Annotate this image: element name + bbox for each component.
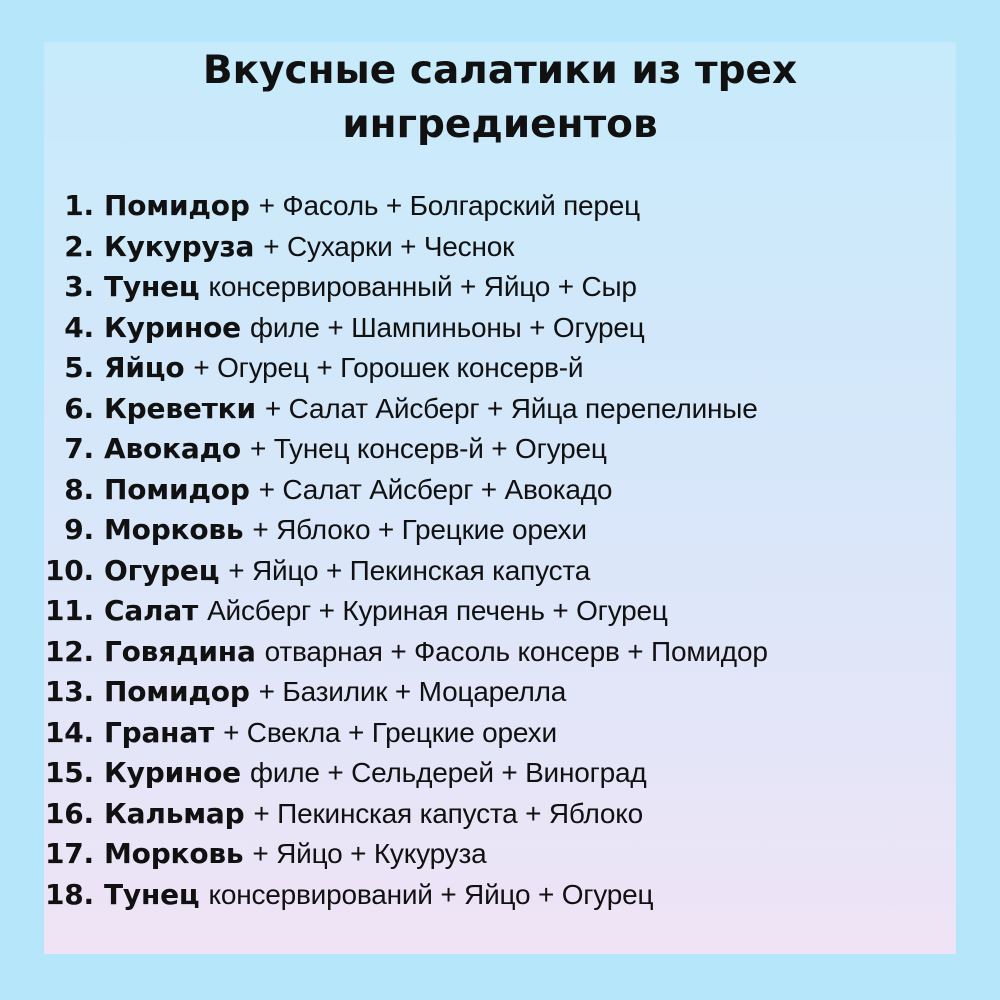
item-other-ingredients: + Фасоль + Болгарский перец bbox=[258, 190, 641, 221]
item-main-ingredient: Кальмар bbox=[104, 796, 245, 830]
item-other-ingredients: + Яйцо + Пекинская капуста bbox=[228, 554, 591, 586]
list-item bbox=[0, 510, 1000, 551]
item-other-ingredients: Айсберг + Куриная печень + Огурец bbox=[207, 595, 668, 626]
item-number: 6. bbox=[64, 391, 94, 425]
item-main-ingredient: Морковь bbox=[104, 513, 244, 546]
item-main-ingredient: Куриное bbox=[104, 310, 241, 344]
item-number: 2. bbox=[64, 229, 94, 263]
item-other-ingredients: + Тунец консерв-й + Огурец bbox=[249, 433, 607, 464]
item-number: 1. bbox=[64, 189, 94, 222]
title-line-2: ингредиентов bbox=[342, 102, 658, 147]
item-number: 16. bbox=[44, 796, 94, 830]
item-other-ingredients: + Яблоко + Грецкие орехи bbox=[252, 514, 587, 545]
list-item bbox=[0, 429, 1000, 470]
item-main-ingredient: Тунец bbox=[104, 877, 200, 911]
item-other-ingredients: + Свекла + Грецкие орехи bbox=[223, 716, 557, 748]
item-number: 8. bbox=[64, 472, 94, 506]
item-other-ingredients: консервирований + Яйцо + Огурец bbox=[208, 878, 654, 910]
item-main-ingredient: Креветки bbox=[104, 391, 256, 425]
item-number: 13. bbox=[44, 675, 94, 708]
item-main-ingredient: Помидор bbox=[104, 675, 250, 708]
list-item bbox=[0, 227, 1000, 268]
salad-list bbox=[0, 186, 1000, 915]
item-main-ingredient: Помидор bbox=[104, 189, 250, 222]
list-item bbox=[0, 308, 1000, 349]
item-number: 4. bbox=[64, 310, 94, 344]
item-other-ingredients: + Базилик + Моцарелла bbox=[258, 676, 567, 707]
item-other-ingredients: филе + Сельдерей + Виноград bbox=[249, 757, 647, 788]
item-main-ingredient: Говядина bbox=[104, 634, 256, 668]
item-other-ingredients: + Салат Айсберг + Яйца перепелиные bbox=[264, 392, 758, 424]
title-line-1: Вкусные салатики из трех bbox=[202, 48, 798, 93]
item-number: 17. bbox=[44, 837, 94, 870]
list-item bbox=[0, 875, 1000, 916]
item-other-ingredients: + Огурец + Горошек консерв-й bbox=[193, 352, 584, 383]
list-item bbox=[0, 713, 1000, 754]
item-main-ingredient: Тунец bbox=[104, 270, 200, 303]
item-other-ingredients: филе + Шампиньоны + Огурец bbox=[249, 311, 645, 343]
list-item bbox=[0, 834, 1000, 875]
item-main-ingredient: Огурец bbox=[104, 553, 220, 587]
item-number: 18. bbox=[44, 877, 94, 911]
item-main-ingredient: Яйцо bbox=[104, 351, 185, 384]
item-number: 12. bbox=[44, 634, 94, 668]
list-item bbox=[0, 389, 1000, 430]
list-item bbox=[0, 470, 1000, 511]
item-number: 7. bbox=[64, 432, 94, 465]
item-number: 15. bbox=[44, 756, 94, 789]
item-number: 11. bbox=[44, 594, 94, 627]
list-item bbox=[0, 632, 1000, 673]
item-number: 10. bbox=[44, 553, 94, 587]
item-main-ingredient: Кукуруза bbox=[104, 229, 255, 263]
list-item bbox=[0, 672, 1000, 713]
page-title bbox=[0, 44, 1000, 152]
list-item bbox=[0, 753, 1000, 794]
list-item bbox=[0, 591, 1000, 632]
list-item bbox=[0, 348, 1000, 389]
item-other-ingredients: + Сухарки + Чеснок bbox=[263, 230, 515, 262]
item-other-ingredients: консервированный + Яйцо + Сыр bbox=[208, 271, 637, 302]
item-main-ingredient: Салат bbox=[104, 594, 199, 627]
item-other-ingredients: + Салат Айсберг + Авокадо bbox=[258, 473, 613, 505]
item-number: 5. bbox=[64, 351, 94, 384]
item-number: 14. bbox=[44, 715, 94, 749]
item-other-ingredients: отварная + Фасоль консерв + Помидор bbox=[264, 635, 768, 667]
item-other-ingredients: + Пекинская капуста + Яблоко bbox=[253, 797, 644, 829]
list-item bbox=[0, 186, 1000, 227]
list-item bbox=[0, 267, 1000, 308]
item-main-ingredient: Гранат bbox=[104, 715, 215, 749]
item-number: 3. bbox=[64, 270, 94, 303]
item-main-ingredient: Куриное bbox=[104, 756, 241, 789]
item-number: 9. bbox=[64, 513, 94, 546]
item-main-ingredient: Помидор bbox=[104, 472, 250, 506]
item-main-ingredient: Морковь bbox=[104, 837, 244, 870]
list-item bbox=[0, 794, 1000, 835]
item-main-ingredient: Авокадо bbox=[104, 432, 241, 465]
list-item bbox=[0, 551, 1000, 592]
item-other-ingredients: + Яйцо + Кукуруза bbox=[252, 838, 487, 869]
